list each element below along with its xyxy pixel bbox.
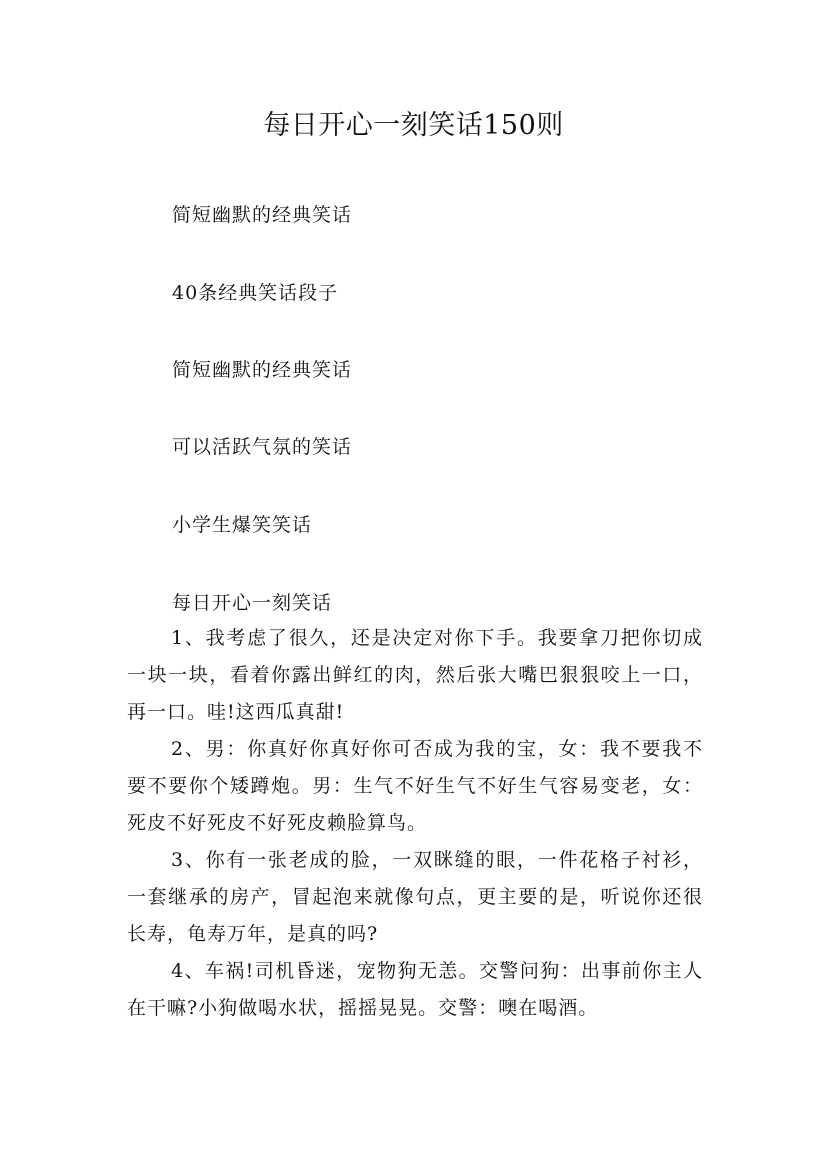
joke-paragraph: 2、男：你真好你真好你可否成为我的宝，女：我不要我不要不要你个矮蹲炮。男：生气不好生气不好生气容易变老，女：死皮不好死皮不好死皮赖脸算鸟。 bbox=[127, 738, 703, 834]
joke-paragraph: 3、你有一张老成的脸，一双眯缝的眼，一件花格子衬衫，一套继承的房产，冒起泡来就像句点，更主要的是，听说你还很长寿，龟寿万年，是真的吗? bbox=[127, 849, 703, 945]
toc-item: 可以活跃气氛的笑话 bbox=[172, 436, 353, 458]
toc-item: 40条经典笑话段子 bbox=[172, 282, 339, 304]
toc-item: 简短幽默的经典笑话 bbox=[172, 359, 353, 381]
toc-item: 小学生爆笑笑话 bbox=[172, 514, 313, 536]
document-title: 每日开心一刻笑话150则 bbox=[263, 110, 564, 141]
joke-paragraph: 4、车祸!司机昏迷，宠物狗无恙。交警问狗：出事前你主人在干嘛?小狗做喝水状，摇摇晃晃。交警：噢在喝酒。 bbox=[127, 960, 703, 1019]
section-heading: 每日开心一刻笑话 bbox=[172, 592, 333, 614]
joke-paragraph: 1、我考虑了很久，还是决定对你下手。我要拿刀把你切成一块一块，看着你露出鲜红的肉，然后张大嘴巴狠狠咬上一口，再一口。哇!这西瓜真甜! bbox=[127, 627, 703, 723]
toc-item: 简短幽默的经典笑话 bbox=[172, 204, 353, 226]
